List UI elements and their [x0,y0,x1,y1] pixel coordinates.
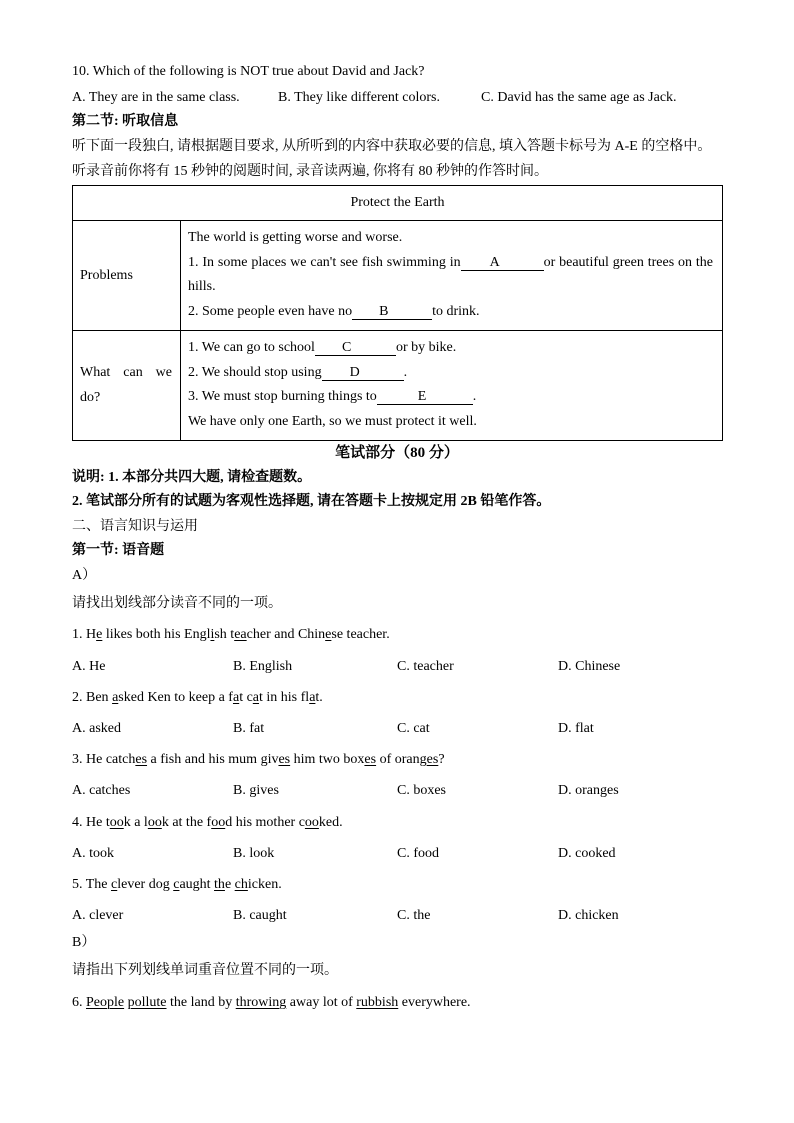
sentence-text: k at the f [161,815,212,830]
question-1-stem [72,625,390,645]
sentence-text: him two box [290,752,365,767]
problem-item-1 [188,251,713,300]
part-b-instruction: 请指出下列划线单词重音位置不同的一项。 [72,963,338,978]
sentence-text: a fish and his mum giv [147,752,279,767]
underlined-part: pollute [127,995,167,1010]
underlined-part: a [309,690,316,705]
problem-item-1-text-after: or beautiful green trees on the hills. [188,254,713,295]
blank-d: D [322,365,404,381]
sentence-text: cher and Chin [246,627,326,642]
option-b: B. They like different colors. [278,90,440,105]
underlined-part: es [278,752,291,767]
action-item-2-text: 2. We should stop using [188,364,322,380]
question-5-stem [72,875,282,895]
actions-closing: We have only one Earth, so we must protect it well. [188,413,477,429]
section-heading-listening-info: 第二节: 听取信息 [72,114,179,129]
question-4-options [0,844,794,864]
sentence-text: ked. [318,815,343,830]
sentence-text: sh t [214,627,235,642]
sentence-text: 6. [72,995,86,1010]
underlined-part: oo [304,815,319,830]
sentence-text: 4. He t [72,815,110,830]
option-b: B. look [233,846,275,861]
question-2-options [0,719,794,739]
option-d: D. chicken [558,908,619,923]
action-item-3 [188,385,713,410]
sentence-text: k a l [123,815,148,830]
part-heading: 二、语言知识与运用 [72,519,198,534]
action-item-3-text-after: . [472,389,477,405]
question-1-options [0,657,794,677]
sentence-text: away lot of [286,995,357,1010]
underlined-part: e [96,627,103,642]
underlined-part: oo [211,815,226,830]
problem-item-1-text: 1. In some places we can't see fish swimming in [188,254,461,270]
action-item-2-text-after: . [403,364,408,380]
instruction-line-1: 听下面一段独白, 请根据题目要求, 从所听到的内容中获取必要的信息, 填入答题卡标号为 A-E 的空格中。 [72,139,712,154]
blank-c: C [315,340,396,356]
action-item-1-text: 1. We can go to school [188,340,315,355]
question-10-options [0,88,794,108]
question-3-stem [72,750,445,770]
underlined-part: th [214,877,225,892]
sentence-text: 5. The [72,877,112,892]
problems-label-cell [72,220,181,331]
sentence-text: 2. Ben [72,690,113,705]
blank-e: E [377,389,473,405]
part-b-label: B） [72,935,96,950]
underlined-part: ea [234,627,247,642]
option-c: C. David has the same age as Jack. [481,90,677,105]
underlined-part: i [210,627,215,642]
sentence-text: 1. H [72,627,97,642]
underlined-part: es [135,752,148,767]
protect-earth-table [72,185,723,441]
option-a: A. catches [72,783,131,798]
option-c: C. food [397,846,439,861]
underlined-part: People [86,995,125,1010]
option-c: C. teacher [397,659,454,674]
underlined-part: es [364,752,377,767]
option-c: C. boxes [397,783,446,798]
table-title: Protect the Earth [350,195,445,210]
sentence-text: 3. He catch [72,752,136,767]
question-5-options [0,906,794,926]
action-item-1-text-after: or by bike. [395,340,457,355]
table-title-cell [72,185,723,221]
sentence-text: of orang [376,752,427,767]
actions-label: What can we do? [80,364,172,405]
sentence-text: t c [239,690,253,705]
sentence-text: se teacher. [331,627,390,642]
written-part-title: 笔试部分（80 分） [335,445,459,461]
sentence-text: everywhere. [398,995,471,1010]
underlined-part: es [426,752,439,767]
option-b: B. caught [233,908,287,923]
sentence-text: sked Ken to keep a f [118,690,233,705]
question-4-stem [72,813,343,833]
option-b: B. English [233,659,293,674]
problems-label: Problems [80,267,133,283]
underlined-part: ch [234,877,248,892]
underlined-part: e [325,627,332,642]
option-a: A. They are in the same class. [72,90,240,105]
option-a: A. asked [72,721,121,736]
problem-item-2-text-after: to drink. [432,303,480,319]
instruction-line-2: 听录音前你将有 15 秒钟的阅题时间, 录音读两遍, 你将有 80 秒钟的作答时间。 [72,164,548,179]
option-a: A. took [72,846,114,861]
option-b: B. fat [233,721,265,736]
question-3-options [0,781,794,801]
sentence-text: e [224,877,235,892]
underlined-part: a [112,690,119,705]
problems-intro: The world is getting worse and worse. [188,230,403,245]
underlined-part: c [111,877,118,892]
blank-a: A [461,255,544,271]
option-d: D. cooked [558,846,616,861]
sentence-text: icken. [247,877,282,892]
action-item-1 [188,336,713,361]
question-10-stem: 10. Which of the following is NOT true about David and Jack? [72,64,425,79]
problems-content-cell [180,220,723,331]
option-c: C. the [397,908,431,923]
problem-item-2 [188,300,713,325]
sentence-text: t. [315,690,323,705]
sentence-text: d his mother c [225,815,305,830]
option-a: A. He [72,659,106,674]
problem-item-2-text: 2. Some people even have no [188,303,353,319]
sentence-text: likes both his Engl [102,627,211,642]
underlined-part: throwing [235,995,287,1010]
underlined-part: c [173,877,180,892]
sentence-text: the land by [166,995,236,1010]
note-line-1: 说明: 1. 本部分共四大题, 请检查题数。 [72,470,312,485]
part-a-label: A） [72,568,97,583]
underlined-part: a [252,690,260,705]
question-6-stem [72,993,471,1013]
underlined-part: oo [109,815,124,830]
option-d: D. Chinese [558,659,621,674]
question-2-stem [72,688,323,708]
note-line-2: 2. 笔试部分所有的试题为客观性选择题, 请在答题卡上按规定用 2B 铅笔作答。 [72,494,551,509]
part-a-instruction: 请找出划线部分读音不同的一项。 [72,596,282,611]
blank-b: B [352,304,432,320]
section-heading-phonetics: 第一节: 语音题 [72,543,165,558]
option-c: C. cat [397,721,430,736]
option-d: D. flat [558,721,594,736]
underlined-part: oo [147,815,162,830]
sentence-text: t in his fl [259,690,310,705]
option-b: B. gives [233,783,279,798]
sentence-text: lever dog [117,877,174,892]
action-item-3-text: 3. We must stop burning things to [188,389,377,405]
option-d: D. oranges [558,783,619,798]
actions-content-cell [180,330,723,441]
underlined-part: a [232,690,240,705]
action-item-2 [188,361,713,386]
underlined-part: rubbish [356,995,399,1010]
actions-label-cell [72,330,181,441]
option-a: A. clever [72,908,124,923]
sentence-text: ? [438,752,445,767]
sentence-text: aught [179,877,215,892]
